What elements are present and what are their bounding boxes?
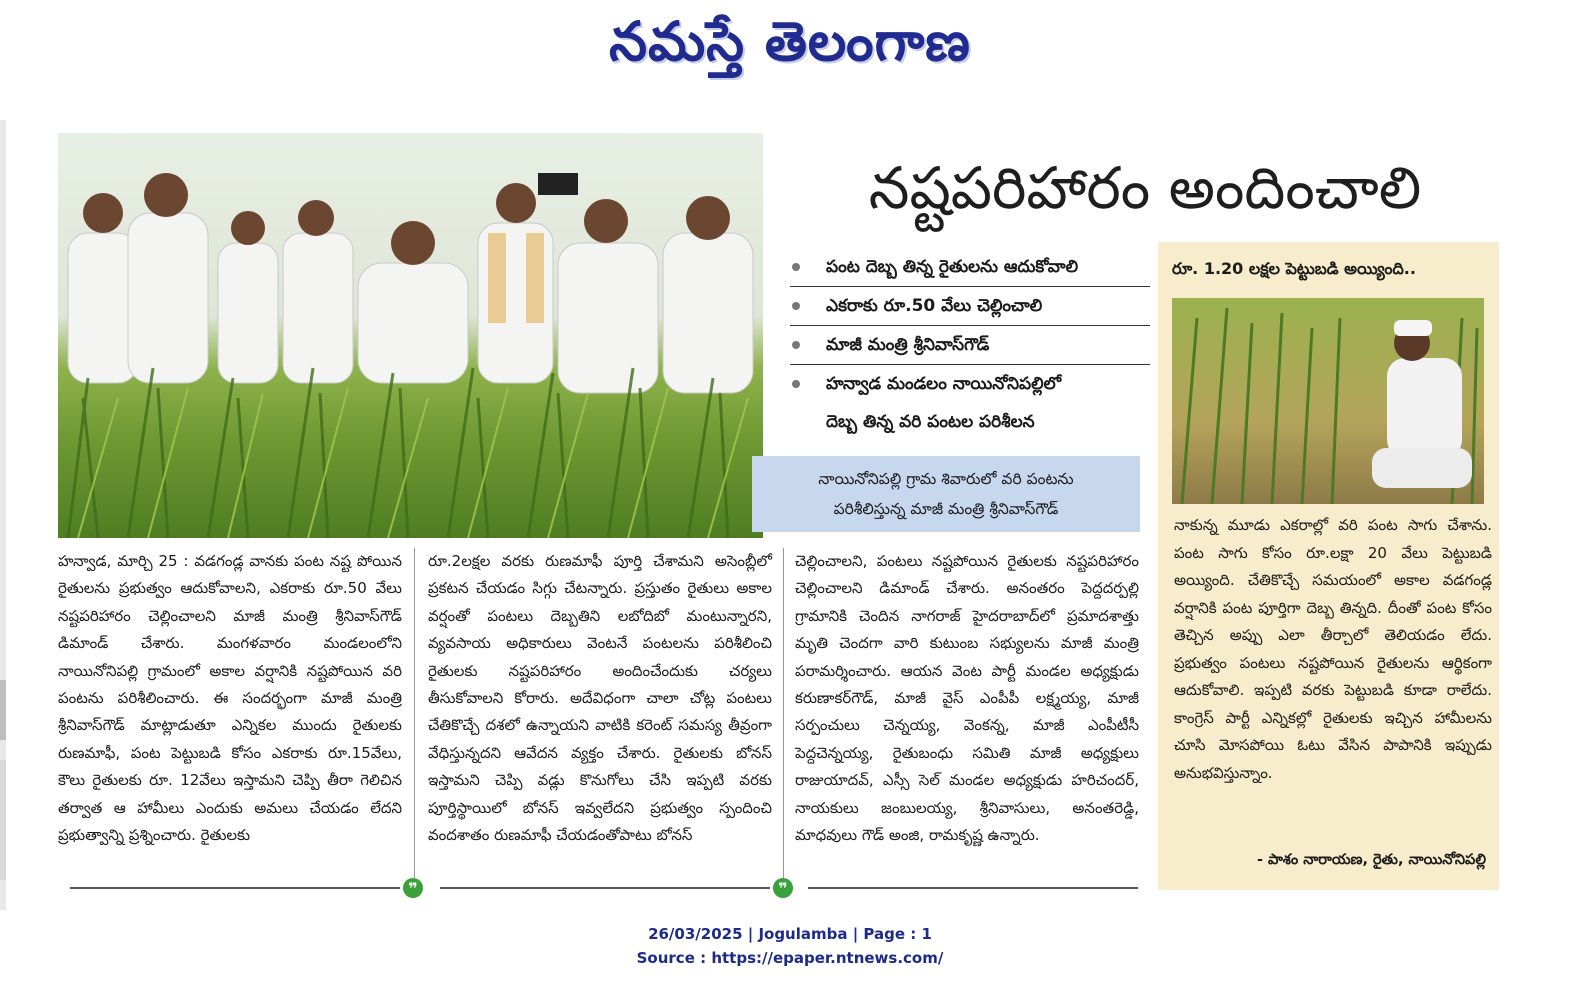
- article-column-2: రూ.2లక్షల వరకు రుణమాఫీ పూర్తి చేశామని అసెంబ్లీలో ప్రకటన చేయడం సిగ్గు చేటన్నారు. ప్రస్తుతం రైతులు అకాల వర్షంతో పంటలు దెబ్బతిని లబోదిబో మంటున్నారని, వ్యవసాయ అధికారులు వెంటనే పంటలను పరిశీలించి రైతులకు నష్టపరిహారం అందించేందుకు చర్యలు తీసుకోవాలని కోరారు. అదేవిధంగా చాలా చోట్ల పంటలు చేతికొచ్చే దశలో ఉన్నాయని వాటికి కరెంట్ సమస్య తీవ్రంగా వేధిస్తున్నదని ఆవేదన వ్యక్తం చేశారు. రైతులకు బోనస్ ఇస్తామని చెప్పి వడ్లు కొనుగోలు చేసి ఇప్పటి వరకు పూర్తిస్థాయిలో బోనస్ ఇవ్వలేదని ప్రభుత్వం స్పందించి వందశాతం రుణమాఫీ చేయడంతోపాటు బోనస్: [428, 552, 772, 845]
- page-footer: [0, 922, 1580, 970]
- quote-title: రూ. 1.20 లక్షల పెట్టుబడి అయ్యింది..: [1172, 259, 1416, 278]
- quote-body: నాకున్న మూడు ఎకరాల్లో వరి పంట సాగు చేశాను. పంట సాగు కోసం రూ.లక్షా 20 వేలు పెట్టుబడి అయ్యింది. చేతికొచ్చే సమయంలో అకాల వడగండ్ల వర్షానికి పంట పూర్తిగా దెబ్బ తిన్నది. దీంతో పంట కోసం తెచ్చిన అప్పు ఎలా తీర్చాలో తెలియడం లేదు. ప్రభుత్వం పంటలు నష్టపోయిన రైతులను ఆర్థికంగా ఆదుకోవాలి. ఇప్పటి వరకు పెట్టుబడి కూడా రాలేదు. కాంగ్రెస్ పార్టీ ఎన్నికల్లో రైతులకు ఇచ్చిన హామీలను చూసి మోసపోయి ఓటు వేసిన పాపానికి ఇప్పుడు అనుభవిస్తున్నాం.: [1174, 516, 1492, 782]
- farmer-quote-box: [1158, 242, 1499, 890]
- caption-line-1: నాయినోనిపల్లి గ్రామ శివారులో వరి పంటను: [818, 470, 1074, 488]
- article-column-1: హన్వాడ, మార్చి 25 : వడగండ్ల వానకు పంట నష్ట పోయిన రైతులను ప్రభుత్వం ఆదుకోవాలని, ఎకరాకు రూ.50 వేలు నష్టపరిహారం చెల్లించాలని మాజీ మంత్రి శ్రీనివాస్‌గౌడ్ డిమాండ్ చేశారు. మంగళవారం మండలంలోని నాయినోనిపల్లి గ్రామంలో అకాల వర్షానికి నష్టపోయిన వరి పంటను పరిశీలించారు. ఈ సందర్భంగా మాజీ మంత్రి శ్రీనివాస్‌గౌడ్ మాట్లాడుతూ ఎన్నికల ముందు రైతులకు రుణమాఫీ, పంట పెట్టుబడి కోసం ఎకరాకు రూ.15వేలు, కౌలు రైతులకు రూ. 12వేలు ఇస్తామని చెప్పి తీరా గెలిచిన తర్వాత ఆ హామీలు ఎందుకు అమలు చేయడం లేదని ప్రభుత్వాన్ని ప్రశ్నించారు. రైతులకు: [58, 552, 402, 845]
- masthead-logo: నమస్తే తెలంగాణ: [609, 10, 971, 73]
- column-end-rule: [440, 887, 770, 889]
- column-divider: [414, 548, 415, 878]
- page-edge: [0, 120, 6, 910]
- column-end-rule: [808, 887, 1138, 889]
- quote-mark-icon: ❞: [403, 878, 423, 898]
- highlight-item: హన్వాడ మండలం నాయినోనిపల్లిలో దెబ్బ తిన్న వరి పంటల పరిశీలన: [790, 365, 1150, 441]
- headline: నష్టపరిహారం అందించాలి: [868, 154, 1422, 222]
- paddy-field-illustration: [58, 338, 763, 538]
- highlight-item: ఎకరాకు రూ.50 వేలు చెల్లించాలి: [790, 287, 1150, 326]
- photo-caption: [752, 456, 1140, 532]
- farmer-photo: [1172, 298, 1484, 504]
- source-link[interactable]: Source : https://epaper.ntnews.com/: [636, 949, 944, 967]
- main-photo: [58, 133, 763, 538]
- highlights-list: [790, 248, 1150, 441]
- quote-mark-icon: ❞: [773, 878, 793, 898]
- highlight-item: పంట దెబ్బ తిన్న రైతులను ఆదుకోవాలి: [790, 248, 1150, 287]
- caption-line-2: పరిశీలిస్తున్న మాజీ మంత్రి శ్రీనివాస్‌గౌడ్: [833, 500, 1059, 518]
- column-divider: [783, 548, 784, 878]
- edition-info: 26/03/2025 | Jogulamba | Page : 1: [648, 925, 932, 943]
- highlight-item-cont: దెబ్బ తిన్న వరి పంటల పరిశీలన: [826, 412, 1035, 432]
- article-column-3: చెల్లించాలని, పంటలు నష్టపోయిన రైతులకు నష్టపరిహారం చెల్లించాలని డిమాండ్ చేశారు. అనంతరం పెద్దదర్పల్లి గ్రామానికి చెందిన నాగరాజ్ హైదరాబాద్‌లో ప్రమాదశాత్తు మృతి చెందగా వారి కుటుంబ సభ్యులను మాజీ మంత్రి పరామర్శించారు. ఆయన వెంట పార్టీ మండల అధ్యక్షుడు కరుణాకర్‌గౌడ్, మాజీ వైస్ ఎంపీపీ లక్ష్మయ్య, మాజీ సర్పంచులు చెన్నయ్య, వెంకన్న, మాజీ ఎంపీటీసీ పెద్దచెన్నయ్య, రైతుబంధు సమితి మాజీ అధ్యక్షులు రాజుయాదవ్, ఎస్సీ సెల్ మండల అధ్యక్షుడు హరిచందర్, నాయకులు జంబులయ్య, శ్రీనివాసులు, అనంతరెడ్డి, మాధవులు గౌడ్ అంజి, రామకృష్ణ ఉన్నారు.: [795, 552, 1139, 845]
- quote-signature: - పాశం నారాయణ, రైతు, నాయినోనిపల్లి: [1256, 852, 1486, 868]
- column-end-rule: [70, 887, 400, 889]
- highlight-item: మాజీ మంత్రి శ్రీనివాస్‌గౌడ్: [790, 326, 1150, 365]
